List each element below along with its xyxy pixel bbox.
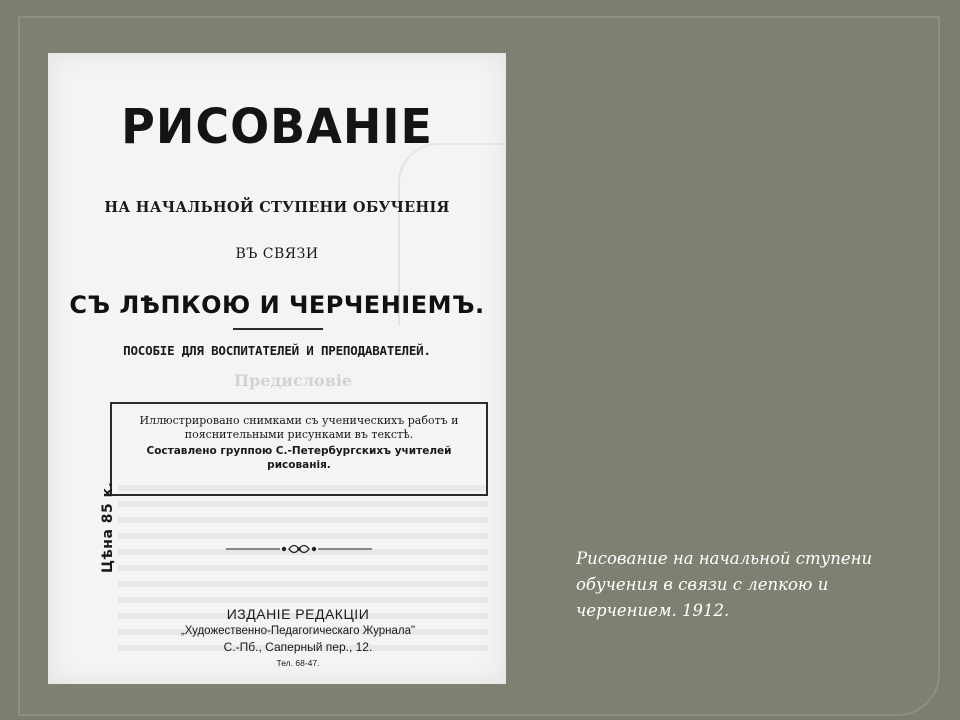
cover-subtitle-line1: НА НАЧАЛЬНОЙ СТУПЕНИ ОБУЧЕНІЯ <box>104 199 450 216</box>
cover-title: РИСОВАНІЕ <box>121 97 433 155</box>
publisher-line4: Тел. 68-47. <box>276 658 320 668</box>
info-box-line3: Составлено группою С.-Петербургскихъ учителей рисованія. <box>146 445 452 471</box>
price-label: Цѣна 85 к. <box>100 481 116 573</box>
cover-subtitle-line2: ВЪ СВЯЗИ <box>235 246 319 262</box>
publisher-line1: ИЗДАНІЕ РЕДАКЦІИ <box>226 606 370 622</box>
info-box-line1: Иллюстрировано снимками съ ученическихъ работъ и <box>139 414 459 427</box>
slide-caption: Рисование на начальной ступени обучения в связи с лепкою и черчением. 1912. <box>576 549 873 620</box>
info-box <box>110 402 488 496</box>
ornament-divider <box>226 542 372 556</box>
publisher-line3: С.-Пб., Саперный пер., 12. <box>223 640 373 654</box>
info-box-line2: пояснительными рисунками въ текстѣ. <box>184 428 414 441</box>
publisher-block <box>148 606 448 668</box>
publisher-line2: „Художественно-Педагогическаго Журнала" <box>180 625 416 637</box>
cover-subtitle-line4: ПОСОБІЕ ДЛЯ ВОСПИТАТЕЛЕЙ И ПРЕПОДАВАТЕЛЕЙ. <box>123 343 431 358</box>
book-cover-photo <box>48 53 506 684</box>
bleed-through-text: Предисловіе <box>234 371 353 390</box>
cover-subtitle-line3: СЪ ЛѢПКОЮ И ЧЕРЧЕНІЕМЪ. <box>69 291 485 319</box>
divider-rule <box>233 328 323 330</box>
